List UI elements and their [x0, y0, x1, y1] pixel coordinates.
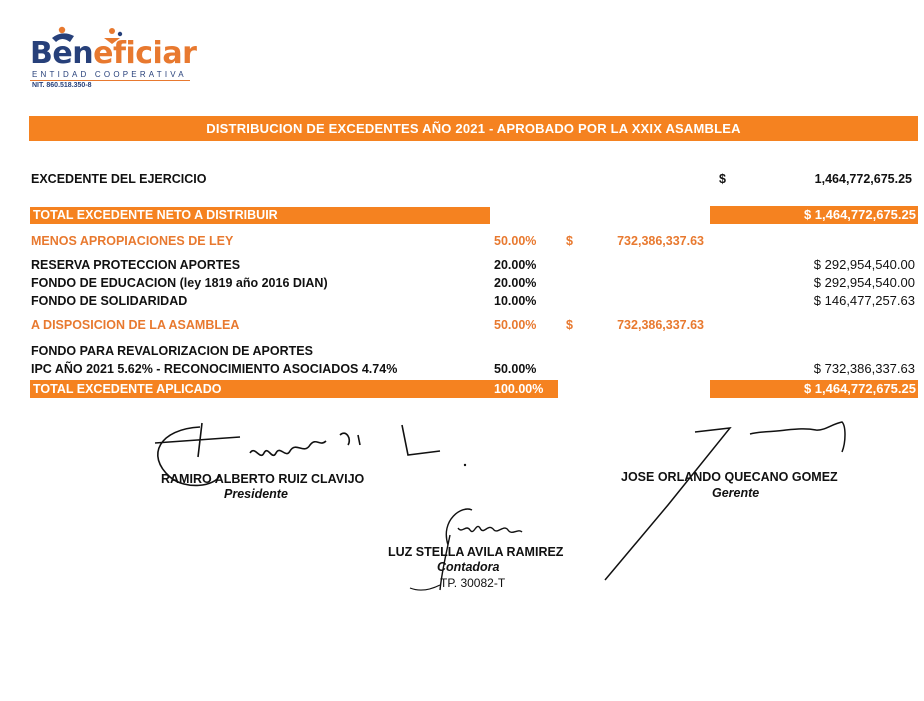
logo-subtitle: ENTIDAD COOPERATIVA — [32, 70, 187, 79]
solidaridad-value: $ 146,477,257.63 — [813, 293, 915, 308]
excedente-value: 1,464,772,675.25 — [814, 172, 912, 186]
presidente-name: RAMIRO ALBERTO RUIZ CLAVIJO — [161, 472, 365, 486]
ipc-value: $ 732,386,337.63 — [813, 361, 915, 376]
solidaridad-label: FONDO DE SOLIDARIDAD — [31, 294, 188, 308]
menos-currency: $ — [566, 234, 573, 248]
educacion-label: FONDO DE EDUCACION (ley 1819 año 2016 DIAN) — [31, 276, 328, 290]
asamblea-currency: $ — [566, 318, 573, 332]
revalorizacion-label: FONDO PARA REVALORIZACION DE APORTES — [31, 344, 313, 358]
asamblea-label: A DISPOSICION DE LA ASAMBLEA — [31, 318, 240, 332]
company-logo — [30, 28, 205, 98]
contadora-tp: TP. 30082-T — [440, 576, 506, 590]
gerente-name: JOSE ORLANDO QUECANO GOMEZ — [621, 470, 838, 484]
educacion-pct: 20.00% — [494, 276, 537, 290]
educacion-value: $ 292,954,540.00 — [813, 275, 915, 290]
total-neto-label: TOTAL EXCEDENTE NETO A DISTRIBUIR — [33, 208, 278, 222]
menos-value: 732,386,337.63 — [617, 234, 704, 248]
asamblea-pct: 50.00% — [494, 318, 537, 332]
contadora-name: LUZ STELLA AVILA RAMIREZ — [388, 545, 564, 559]
reserva-value: $ 292,954,540.00 — [813, 257, 915, 272]
ipc-pct: 50.00% — [494, 362, 537, 376]
reserva-label: RESERVA PROTECCION APORTES — [31, 258, 241, 272]
presidente-role: Presidente — [224, 487, 288, 501]
contadora-role: Contadora — [437, 560, 500, 574]
aplicado-label: TOTAL EXCEDENTE APLICADO — [33, 382, 222, 396]
total-neto-value: $ 1,464,772,675.25 — [803, 207, 916, 222]
excedente-currency: $ — [719, 172, 726, 186]
logo-divider — [30, 80, 190, 81]
aplicado-value: $ 1,464,772,675.25 — [803, 381, 916, 396]
asamblea-value: 732,386,337.63 — [617, 318, 704, 332]
reserva-pct: 20.00% — [494, 258, 537, 272]
gerente-role: Gerente — [712, 486, 760, 500]
gerente-signature — [600, 410, 880, 590]
ipc-label: IPC AÑO 2021 5.62% - RECONOCIMIENTO ASOCIADOS 4.74% — [31, 362, 398, 376]
logo-wordmark: Beneficiar — [30, 36, 197, 71]
excedente-label: EXCEDENTE DEL EJERCICIO — [31, 172, 207, 186]
menos-label: MENOS APROPIACIONES DE LEY — [31, 234, 234, 248]
logo-nit: NIT. 860.518.350-8 — [32, 82, 92, 89]
menos-pct: 50.00% — [494, 234, 537, 248]
aplicado-pct: 100.00% — [494, 382, 544, 396]
document-title: DISTRIBUCION DE EXCEDENTES AÑO 2021 - APROBADO POR LA XXIX ASAMBLEA — [29, 116, 918, 141]
solidaridad-pct: 10.00% — [494, 294, 537, 308]
